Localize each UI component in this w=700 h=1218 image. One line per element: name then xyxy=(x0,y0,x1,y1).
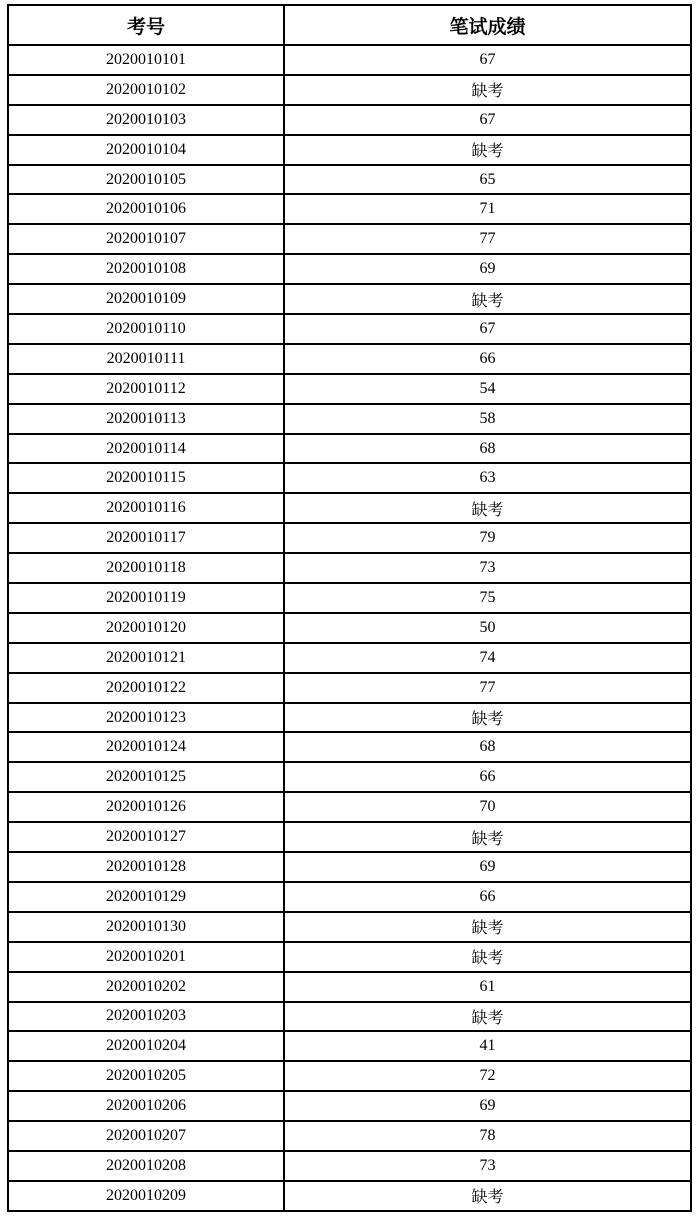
score-cell: 70 xyxy=(284,792,691,822)
exam-number-cell: 2020010103 xyxy=(8,105,284,135)
table-body xyxy=(8,45,691,1211)
table-row xyxy=(8,1091,691,1121)
exam-number-cell: 2020010123 xyxy=(8,703,284,733)
table-row xyxy=(8,792,691,822)
score-cell: 69 xyxy=(284,254,691,284)
table-row xyxy=(8,613,691,643)
table-row xyxy=(8,703,691,733)
exam-number-cell: 2020010119 xyxy=(8,583,284,613)
score-cell: 58 xyxy=(284,404,691,434)
score-cell: 68 xyxy=(284,732,691,762)
exam-number-cell: 2020010207 xyxy=(8,1121,284,1151)
table-row xyxy=(8,972,691,1002)
exam-number-cell: 2020010104 xyxy=(8,135,284,165)
score-cell: 缺考 xyxy=(284,912,691,942)
exam-number-cell: 2020010129 xyxy=(8,882,284,912)
exam-number-cell: 2020010203 xyxy=(8,1002,284,1032)
exam-number-cell: 2020010118 xyxy=(8,553,284,583)
score-cell: 61 xyxy=(284,972,691,1002)
exam-number-cell: 2020010209 xyxy=(8,1181,284,1211)
exam-number-cell: 2020010208 xyxy=(8,1151,284,1181)
score-cell: 缺考 xyxy=(284,135,691,165)
exam-number-cell: 2020010114 xyxy=(8,434,284,464)
header-row xyxy=(8,5,691,45)
table-row xyxy=(8,1031,691,1061)
score-cell: 缺考 xyxy=(284,1002,691,1032)
score-cell: 54 xyxy=(284,374,691,404)
exam-number-cell: 2020010108 xyxy=(8,254,284,284)
exam-number-cell: 2020010204 xyxy=(8,1031,284,1061)
score-cell: 缺考 xyxy=(284,1181,691,1211)
exam-number-cell: 2020010113 xyxy=(8,404,284,434)
score-cell: 67 xyxy=(284,45,691,75)
exam-number-cell: 2020010127 xyxy=(8,822,284,852)
table-row xyxy=(8,374,691,404)
table-row xyxy=(8,523,691,553)
exam-number-cell: 2020010205 xyxy=(8,1061,284,1091)
score-cell: 66 xyxy=(284,882,691,912)
exam-number-cell: 2020010106 xyxy=(8,194,284,224)
exam-number-cell: 2020010120 xyxy=(8,613,284,643)
score-table xyxy=(7,4,692,1212)
table-row xyxy=(8,1061,691,1091)
table-row xyxy=(8,762,691,792)
score-cell: 78 xyxy=(284,1121,691,1151)
table-row xyxy=(8,822,691,852)
table-row xyxy=(8,284,691,314)
exam-number-cell: 2020010115 xyxy=(8,463,284,493)
table-row xyxy=(8,553,691,583)
table-row xyxy=(8,1181,691,1211)
score-cell: 41 xyxy=(284,1031,691,1061)
exam-number-cell: 2020010105 xyxy=(8,165,284,195)
score-cell: 50 xyxy=(284,613,691,643)
table-row xyxy=(8,105,691,135)
exam-number-cell: 2020010111 xyxy=(8,344,284,374)
table-row xyxy=(8,583,691,613)
score-cell: 73 xyxy=(284,1151,691,1181)
column-header-written-score: 笔试成绩 xyxy=(284,5,691,45)
exam-number-cell: 2020010125 xyxy=(8,762,284,792)
score-cell: 77 xyxy=(284,224,691,254)
table-row xyxy=(8,434,691,464)
score-cell: 65 xyxy=(284,165,691,195)
table-row xyxy=(8,493,691,523)
exam-number-cell: 2020010116 xyxy=(8,493,284,523)
exam-number-cell: 2020010206 xyxy=(8,1091,284,1121)
exam-number-cell: 2020010109 xyxy=(8,284,284,314)
score-cell: 77 xyxy=(284,673,691,703)
table-row xyxy=(8,912,691,942)
score-cell: 缺考 xyxy=(284,284,691,314)
table-row xyxy=(8,344,691,374)
score-cell: 79 xyxy=(284,523,691,553)
score-cell: 63 xyxy=(284,463,691,493)
table-row xyxy=(8,194,691,224)
exam-number-cell: 2020010107 xyxy=(8,224,284,254)
exam-number-cell: 2020010124 xyxy=(8,732,284,762)
exam-number-cell: 2020010112 xyxy=(8,374,284,404)
table-row xyxy=(8,643,691,673)
table-row xyxy=(8,852,691,882)
score-cell: 66 xyxy=(284,344,691,374)
exam-number-cell: 2020010201 xyxy=(8,942,284,972)
table-row xyxy=(8,1151,691,1181)
exam-number-cell: 2020010130 xyxy=(8,912,284,942)
score-cell: 72 xyxy=(284,1061,691,1091)
exam-number-cell: 2020010121 xyxy=(8,643,284,673)
score-cell: 66 xyxy=(284,762,691,792)
score-cell: 缺考 xyxy=(284,493,691,523)
score-cell: 缺考 xyxy=(284,75,691,105)
exam-number-cell: 2020010102 xyxy=(8,75,284,105)
table-row xyxy=(8,732,691,762)
table-row xyxy=(8,224,691,254)
score-cell: 74 xyxy=(284,643,691,673)
table-row xyxy=(8,1002,691,1032)
table-row xyxy=(8,463,691,493)
table-row xyxy=(8,165,691,195)
table-row xyxy=(8,75,691,105)
exam-number-cell: 2020010202 xyxy=(8,972,284,1002)
score-cell: 69 xyxy=(284,852,691,882)
score-cell: 73 xyxy=(284,553,691,583)
exam-number-cell: 2020010126 xyxy=(8,792,284,822)
table-row xyxy=(8,404,691,434)
exam-number-cell: 2020010110 xyxy=(8,314,284,344)
table-row xyxy=(8,882,691,912)
exam-number-cell: 2020010122 xyxy=(8,673,284,703)
column-header-exam-no: 考号 xyxy=(8,5,284,45)
exam-number-cell: 2020010128 xyxy=(8,852,284,882)
exam-number-cell: 2020010117 xyxy=(8,523,284,553)
score-cell: 67 xyxy=(284,105,691,135)
table-row xyxy=(8,1121,691,1151)
table-row xyxy=(8,135,691,165)
score-cell: 75 xyxy=(284,583,691,613)
score-cell: 71 xyxy=(284,194,691,224)
score-cell: 69 xyxy=(284,1091,691,1121)
exam-number-cell: 2020010101 xyxy=(8,45,284,75)
table-row xyxy=(8,254,691,284)
table-row xyxy=(8,45,691,75)
score-cell: 缺考 xyxy=(284,942,691,972)
score-cell: 缺考 xyxy=(284,703,691,733)
score-cell: 67 xyxy=(284,314,691,344)
score-cell: 68 xyxy=(284,434,691,464)
table-row xyxy=(8,314,691,344)
table-row xyxy=(8,673,691,703)
score-cell: 缺考 xyxy=(284,822,691,852)
table-row xyxy=(8,942,691,972)
